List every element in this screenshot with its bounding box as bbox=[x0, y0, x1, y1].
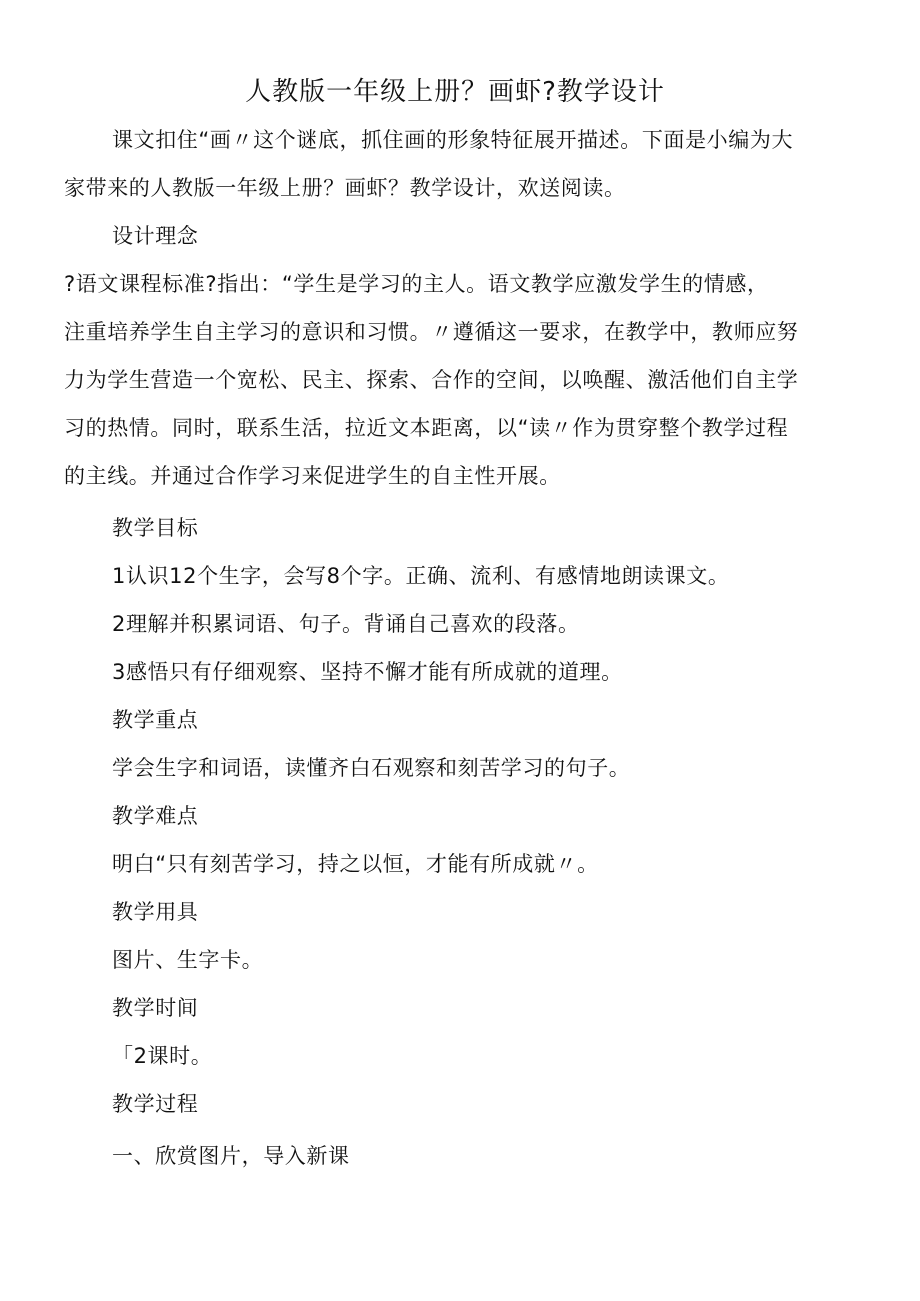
difficulties-text: 明白“只有刻苦学习，持之以恒，才能有所成就〃。 bbox=[112, 852, 599, 876]
intro-line-1: 课文扣住“画〃这个谜底，抓住画的形象特征展开描述。下面是小编为大 bbox=[112, 128, 794, 152]
section-heading-key-points: 教学重点 bbox=[112, 708, 199, 732]
design-concept-line-2: 注重培养学生自主学习的意识和习惯。〃遵循这一要求，在教学中，教师应努 bbox=[64, 320, 799, 344]
design-concept-line-4: 习的热情。同时，联系生活，拉近文本距离，以“读〃作为贯穿整个教学过程 bbox=[64, 416, 789, 440]
design-concept-line-1: ?语文课程标准?指出：“学生是学习的主人。语文教学应激发学生的情感， bbox=[64, 272, 769, 296]
section-heading-design-concept: 设计理念 bbox=[112, 224, 199, 248]
process-step-1: 一、欣赏图片，导入新课 bbox=[112, 1144, 350, 1168]
document-title: 人教版一年级上册？画虾?教学设计 bbox=[245, 77, 665, 107]
goal-item-3: 3感悟只有仔细观察、坚持不懈才能有所成就的道理。 bbox=[112, 660, 623, 684]
section-heading-goals: 教学目标 bbox=[112, 516, 199, 540]
goal-item-1: 1认识12个生字，会写8个字。正确、流利、有感情地朗读课文。 bbox=[112, 564, 730, 588]
section-heading-difficulties: 教学难点 bbox=[112, 804, 199, 828]
goal-item-2: 2理解并积累词语、句子。背诵自己喜欢的段落。 bbox=[112, 612, 580, 636]
intro-line-2: 家带来的人教版一年级上册？画虾？教学设计，欢送阅读。 bbox=[64, 176, 626, 200]
tools-text: 图片、生字卡。 bbox=[112, 948, 264, 972]
section-heading-tools: 教学用具 bbox=[112, 900, 199, 924]
time-text: 「2课时。 bbox=[112, 1044, 213, 1068]
key-points-text: 学会生字和词语，读懂齐白石观察和刻苦学习的句子。 bbox=[112, 756, 631, 780]
section-heading-process: 教学过程 bbox=[112, 1092, 199, 1116]
design-concept-line-5: 的主线。并通过合作学习来促进学生的自主性开展。 bbox=[64, 464, 561, 488]
design-concept-line-3: 力为学生营造一个宽松、民主、探索、合作的空间，以唤醒、激活他们自主学 bbox=[64, 368, 799, 392]
section-heading-time: 教学时间 bbox=[112, 996, 199, 1020]
